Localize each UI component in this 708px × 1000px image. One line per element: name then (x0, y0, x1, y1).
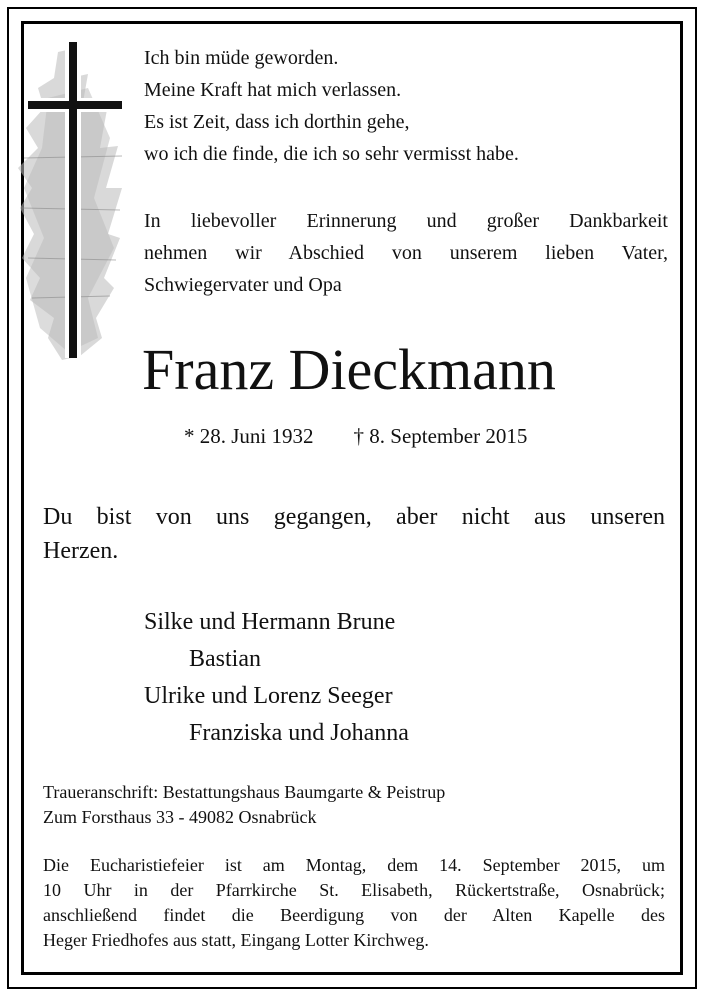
intro-line: Schwiegervater und Opa (144, 274, 342, 296)
service-info (43, 853, 665, 953)
poem (144, 42, 519, 170)
quote (43, 500, 665, 568)
birth-date: * 28. Juni 1932 (184, 424, 314, 448)
poem-line: wo ich die finde, die ich so sehr vermisst habe. (144, 143, 519, 165)
service-line: anschließend findet die Beerdigung von der Alten Kapelle des (43, 905, 665, 925)
family-line: Ulrike und Lorenz Seeger (144, 683, 393, 709)
service-line: Die Eucharistiefeier ist am Montag, dem 14. September 2015, um (43, 855, 665, 875)
death-date: † 8. September 2015 (353, 424, 528, 448)
intro-line: In liebevoller Erinnerung und großer Dankbarkeit (144, 210, 668, 232)
cross-icon (18, 38, 128, 368)
family-line: Franziska und Johanna (189, 720, 409, 746)
intro-line: nehmen wir Abschied von unserem lieben Vater, (144, 242, 668, 264)
intro-text (144, 205, 668, 301)
quote-line: Du bist von uns gegangen, aber nicht aus unseren (43, 504, 665, 530)
service-line: 10 Uhr in der Pfarrkirche St. Elisabeth, Rückertstraße, Osnabrück; (43, 880, 665, 900)
deceased-name: Franz Dieckmann (142, 337, 556, 402)
family-line: Silke und Hermann Brune (144, 609, 396, 635)
mourning-address (43, 780, 445, 830)
life-dates (184, 422, 527, 450)
service-line: Heger Friedhofes aus statt, Eingang Lotter Kirchweg. (43, 930, 429, 950)
address-line: Traueranschrift: Bestattungshaus Baumgarte & Peistrup (43, 782, 446, 802)
family-list (144, 604, 409, 752)
family-line: Bastian (189, 646, 261, 672)
poem-line: Ich bin müde geworden. (144, 47, 339, 69)
quote-line: Herzen. (43, 538, 119, 564)
address-line: Zum Forsthaus 33 - 49082 Osnabrück (43, 807, 317, 827)
poem-line: Es ist Zeit, dass ich dorthin gehe, (144, 111, 410, 133)
poem-line: Meine Kraft hat mich verlassen. (144, 79, 402, 101)
